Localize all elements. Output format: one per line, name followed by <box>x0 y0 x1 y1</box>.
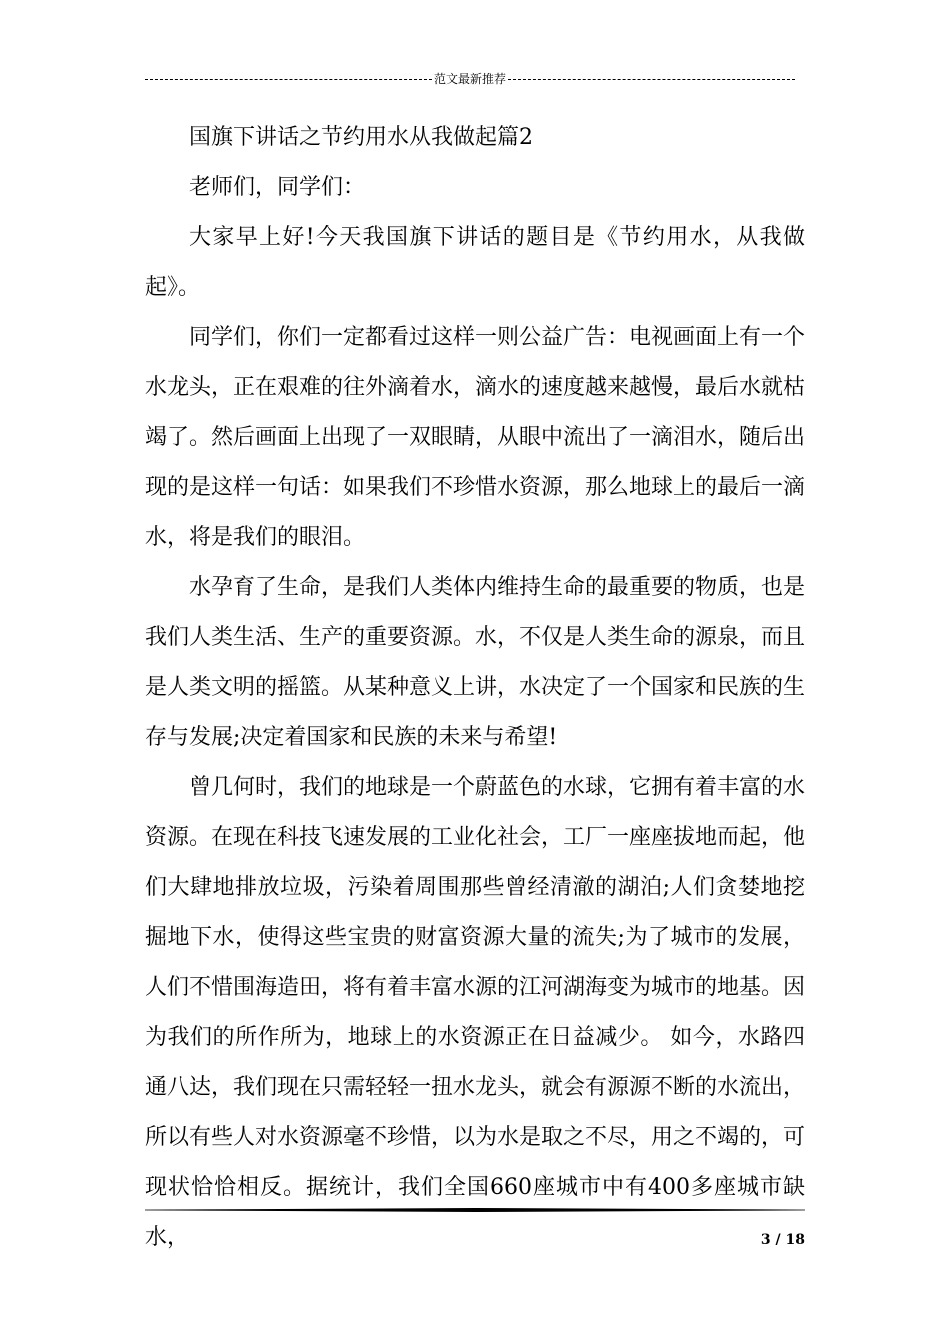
paragraph: 水孕育了生命，是我们人类体内维持生命的最重要的物质，也是我们人类生活、生产的重要资源。水，不仅是人类生命的源泉，而且是人类文明的摇篮。从某种意义上讲，水决定了一个国家和民族的生存与发展;决定着国家和民族的未来与希望! <box>145 575 806 750</box>
paragraph: 大家早上好!今天我国旗下讲话的题目是《节约用水，从我做起》。 <box>145 225 805 300</box>
page-header <box>145 72 795 86</box>
document-body <box>145 113 805 1263</box>
header-dash-left <box>145 79 432 80</box>
paragraph: 曾几何时，我们的地球是一个蔚蓝色的水球，它拥有着丰富的水资源。在现在科技飞速发展的工业化社会，工厂一座座拔地而起，他们大肆地排放垃圾，污染着周围那些曾经清澈的湖泊;人们贪婪地挖掘地下水，使得这些宝贵的财富资源大量的流失;为了城市的发展，人们不惜围海造田，将有着丰富水源的江河湖海变为城市的地基。因为我们的所作所为，地球上的水资源正在日益减少。 如今，水路四通八达，我们现在只需轻轻一扭水龙头，就会有源源不断的水流出，所以有些人对水资源毫不珍惜，以为水是取之不尽，用之不竭的，可现状恰恰相反。据统计，我们全国660座城市中有400多座城市缺水， <box>145 775 806 1250</box>
document-title: 国旗下讲话之节约用水从我做起篇2 <box>189 125 533 150</box>
header-label: 范文最新推荐 <box>434 72 507 86</box>
page-number: 3 / 18 <box>760 1232 805 1248</box>
paragraph: 同学们，你们一定都看过这样一则公益广告：电视画面上有一个水龙头，正在艰难的往外滴着水，滴水的速度越来越慢，最后水就枯竭了。然后画面上出现了一双眼睛，从眼中流出了一滴泪水，随后出现的是这样一句话：如果我们不珍惜水资源，那么地球上的最后一滴水，将是我们的眼泪。 <box>145 325 806 550</box>
header-dash-right <box>508 79 795 80</box>
salutation: 老师们，同学们： <box>189 175 366 200</box>
